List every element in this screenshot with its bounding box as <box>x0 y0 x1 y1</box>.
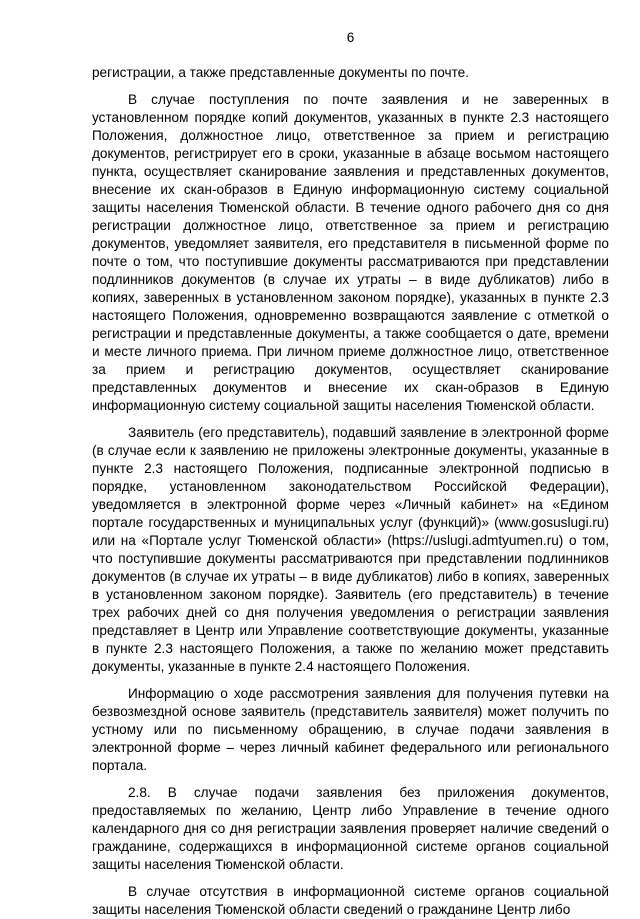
paragraph-status-information: Информацию о ходе рассмотрения заявления для получения путевки на безвозмездной основе заявитель (представитель заявителя) может получить по устному или по письменному обращению, в случае подачи заявления в электронной форме – через личный кабинет федерального или регионального портала. <box>92 686 609 773</box>
paragraph-missing-information: В случае отсутствия в информационной системе органов социальной защиты населения Тюменской области сведений о гражданине Центр либо <box>92 884 609 917</box>
paragraph-electronic-submission: Заявитель (его представитель), подавший заявление в электронной форме (в случае если к заявлению не приложены электронные документы, указанные в пункте 2.3 настоящего Положения, подписанные электронной подписью в порядке, установленном законодательством Российской Федерации), уведомляется в электронной форме через «Личный кабинет» на «Едином портале государственных и муниципальных услуг (функций)» (www.gosuslugi.ru) или на «Портале услуг Тюменской области» (https://uslugi.admtyumen.ru) о том, что поступившие документы рассматриваются при представлении подлинников документов (в случае их утраты – в виде дубликатов) либо в копиях, заверенных в установленном законом порядке). Заявитель (его представитель) в течение трех рабочих дней со дня получения уведомления о регистрации заявления представляет в Центр или Управление соответствующие документы, указанные в пункте 2.3 настоящего Положения, а также по желанию может представить документы, указанные в пункте 2.4 настоящего Положения. <box>92 425 609 674</box>
paragraph-postal-submission: В случае поступления по почте заявления и не заверенных в установленном порядке копий документов, указанных в пункте 2.3 настоящего Положения, должностное лицо, ответственное за прием и регистрацию документов, регистрирует его в сроки, указанные в абзаце восьмом настоящего пункта, осуществляет сканирование заявления и представленных документов, внесение их скан-образов в Единую информационную систему социальной защиты населения Тюменской области. В течение одного рабочего дня со дня регистрации должностное лицо, ответственное за прием и регистрацию документов, уведомляет заявителя, его представителя в письменной форме по почте о том, что поступившие документы рассматриваются при представлении подлинников документов (в случае их утраты – в виде дубликатов) либо в копиях, заверенных в установленном законом порядке), указанных в пункте 2.3 настоящего Положения, одновременно возвращаются заявление с отметкой о регистрации и представленные документы, а также сообщается о дате, времени и месте личного приема. При личном приеме должностное лицо, ответственное за прием и регистрацию документов, осуществляет сканирование представленных документов и внесение их скан-образов в Единую информационную систему социальной защиты населения Тюменской области. <box>92 92 609 413</box>
paragraph-continuation: регистрации, а также представленные документы по почте. <box>92 65 469 80</box>
paragraph-section-2-8: 2.8. В случае подачи заявления без приложения документов, предоставляемых по желанию, Центр либо Управление в течение одного календарного дня со дня регистрации заявления проверяет наличие сведений о гражданине, содержащихся в информационной системе органов социальной защиты населения Тюменской области. <box>92 785 609 872</box>
page-number: 6 <box>346 30 355 45</box>
